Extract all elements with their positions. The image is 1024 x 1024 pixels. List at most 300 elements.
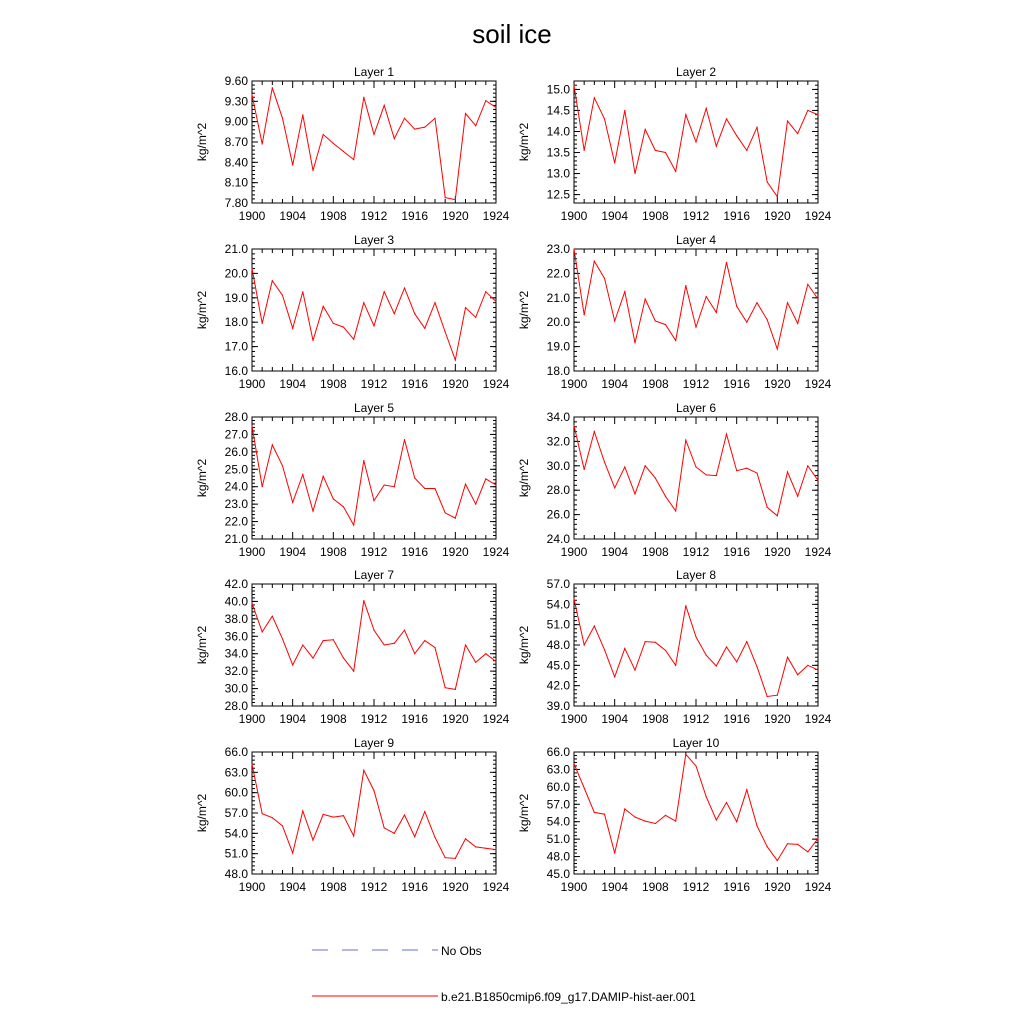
data-point: [584, 314, 585, 315]
data-point: [685, 754, 686, 755]
data-point: [323, 640, 324, 641]
data-point: [404, 439, 405, 440]
y-tick-label: 20.0: [546, 315, 570, 330]
data-point: [455, 689, 456, 690]
series-line: [574, 249, 818, 349]
series-line: [252, 601, 496, 690]
data-point: [353, 671, 354, 672]
data-point: [695, 326, 696, 327]
y-tick-label: 57.0: [224, 806, 248, 820]
data-point: [353, 835, 354, 836]
data-point: [495, 849, 496, 850]
data-point: [445, 512, 446, 513]
y-tick-label: 25.0: [224, 462, 248, 477]
data-point: [404, 814, 405, 815]
data-point: [807, 465, 808, 466]
y-tick-label: 12.5: [546, 187, 570, 202]
data-point: [353, 339, 354, 340]
y-tick-label: 66.0: [224, 745, 248, 759]
data-point: [685, 440, 686, 441]
y-tick-label: 40.0: [224, 594, 248, 609]
data-point: [767, 507, 768, 508]
y-tick-label: 9.00: [224, 114, 248, 129]
legend-label-no-obs: No Obs: [441, 944, 482, 958]
data-point: [302, 474, 303, 475]
data-point: [675, 340, 676, 341]
panels-group: [195, 65, 832, 894]
data-point: [787, 302, 788, 303]
y-tick-label: 48.0: [224, 867, 248, 881]
data-point: [736, 135, 737, 136]
y-tick-label: 38.0: [224, 611, 248, 626]
y-tick-label: 39.0: [546, 699, 570, 713]
data-point: [726, 802, 727, 803]
data-point: [685, 605, 686, 606]
data-point: [695, 765, 696, 766]
data-point: [414, 129, 415, 130]
data-point: [726, 262, 727, 263]
y-tick-label: 28.0: [546, 483, 570, 498]
legend: [312, 944, 696, 1004]
data-point: [767, 181, 768, 182]
data-point: [756, 825, 757, 826]
y-tick-label: 54.0: [546, 597, 570, 612]
data-point: [373, 500, 374, 501]
data-point: [262, 813, 263, 814]
x-tick-label: 1904: [601, 712, 629, 726]
y-tick-label: 21.0: [224, 532, 248, 546]
data-point: [746, 789, 747, 790]
data-point: [251, 268, 252, 269]
data-point: [645, 465, 646, 466]
data-point: [262, 143, 263, 144]
data-point: [767, 319, 768, 320]
data-point: [445, 197, 446, 198]
x-tick-label: 1900: [560, 209, 588, 223]
x-tick-label: 1900: [238, 545, 266, 559]
panel-title: Layer 7: [353, 568, 395, 582]
y-tick-label: 45.0: [546, 658, 570, 673]
data-point: [434, 837, 435, 838]
data-point: [363, 770, 364, 771]
data-point: [787, 120, 788, 121]
data-point: [777, 515, 778, 516]
data-point: [594, 97, 595, 98]
data-point: [817, 114, 818, 115]
y-tick-label: 51.0: [224, 846, 248, 861]
data-point: [445, 331, 446, 332]
data-point: [272, 87, 273, 88]
y-tick-label: 13.0: [546, 166, 570, 181]
x-tick-label: 1912: [682, 377, 710, 391]
data-point: [614, 676, 615, 677]
y-tick-label: 66.0: [546, 745, 570, 759]
x-tick-label: 1924: [804, 880, 832, 894]
x-tick-label: 1916: [401, 880, 429, 894]
x-tick-label: 1908: [641, 209, 669, 223]
data-point: [414, 477, 415, 478]
data-point: [726, 433, 727, 434]
plot-frame: [574, 752, 818, 874]
x-tick-label: 1900: [238, 377, 266, 391]
chart-panel-7: [195, 568, 510, 726]
panel-title: Layer 2: [675, 65, 717, 79]
x-tick-label: 1912: [360, 209, 388, 223]
data-point: [665, 496, 666, 497]
x-tick-label: 1900: [560, 712, 588, 726]
data-point: [323, 814, 324, 815]
data-point: [634, 342, 635, 343]
data-point: [424, 126, 425, 127]
x-tick-label: 1920: [763, 880, 791, 894]
data-point: [685, 114, 686, 115]
data-point: [655, 477, 656, 478]
data-point: [604, 649, 605, 650]
y-tick-label: 36.0: [224, 629, 248, 644]
data-point: [767, 696, 768, 697]
data-point: [573, 763, 574, 764]
data-point: [373, 134, 374, 135]
y-axis-label: kg/m^2: [195, 793, 209, 833]
data-point: [282, 465, 283, 466]
y-tick-label: 17.0: [224, 339, 248, 354]
x-tick-label: 1924: [804, 377, 832, 391]
y-tick-label: 34.0: [224, 646, 248, 661]
data-point: [604, 814, 605, 815]
y-tick-label: 21.0: [224, 242, 248, 256]
data-point: [302, 810, 303, 811]
y-tick-label: 48.0: [546, 849, 570, 864]
y-tick-label: 14.0: [546, 124, 570, 139]
x-tick-label: 1904: [279, 712, 307, 726]
y-tick-label: 60.0: [224, 785, 248, 800]
data-point: [251, 764, 252, 765]
data-point: [414, 653, 415, 654]
y-tick-label: 24.0: [546, 532, 570, 546]
data-point: [455, 359, 456, 360]
data-point: [363, 97, 364, 98]
data-point: [445, 857, 446, 858]
data-point: [495, 107, 496, 108]
y-tick-label: 57.0: [546, 797, 570, 812]
y-tick-label: 18.0: [546, 364, 570, 378]
x-tick-label: 1908: [641, 880, 669, 894]
data-point: [787, 471, 788, 472]
y-tick-label: 57.0: [546, 577, 570, 591]
x-tick-label: 1920: [441, 377, 469, 391]
y-tick-label: 9.60: [224, 74, 248, 88]
y-tick-label: 32.0: [546, 434, 570, 449]
data-point: [445, 687, 446, 688]
x-tick-label: 1908: [641, 545, 669, 559]
y-tick-label: 9.30: [224, 94, 248, 109]
data-point: [807, 110, 808, 111]
data-point: [434, 647, 435, 648]
plot-frame: [252, 417, 496, 539]
y-axis-label: kg/m^2: [195, 122, 209, 162]
series-line: [574, 599, 818, 697]
data-point: [363, 302, 364, 303]
data-point: [312, 657, 313, 658]
x-tick-label: 1904: [279, 377, 307, 391]
data-point: [807, 665, 808, 666]
data-point: [594, 625, 595, 626]
x-tick-label: 1920: [763, 545, 791, 559]
x-tick-label: 1904: [279, 545, 307, 559]
x-tick-label: 1920: [441, 712, 469, 726]
data-point: [746, 322, 747, 323]
x-tick-label: 1900: [560, 545, 588, 559]
data-point: [384, 644, 385, 645]
y-tick-label: 42.0: [546, 678, 570, 693]
x-tick-label: 1916: [723, 209, 751, 223]
panel-title: Layer 8: [675, 568, 717, 582]
data-point: [312, 170, 313, 171]
data-point: [797, 844, 798, 845]
y-tick-label: 23.0: [224, 497, 248, 512]
data-point: [475, 125, 476, 126]
x-tick-label: 1912: [682, 545, 710, 559]
panel-title: Layer 3: [353, 233, 395, 247]
y-tick-label: 20.0: [224, 266, 248, 281]
data-point: [584, 150, 585, 151]
data-point: [485, 478, 486, 479]
data-point: [373, 630, 374, 631]
data-point: [614, 162, 615, 163]
data-point: [384, 105, 385, 106]
data-point: [495, 301, 496, 302]
data-point: [424, 488, 425, 489]
data-point: [746, 641, 747, 642]
data-point: [645, 298, 646, 299]
data-point: [262, 323, 263, 324]
data-point: [817, 669, 818, 670]
data-point: [455, 858, 456, 859]
data-point: [312, 840, 313, 841]
data-point: [475, 317, 476, 318]
x-tick-label: 1912: [682, 209, 710, 223]
x-tick-label: 1916: [723, 712, 751, 726]
y-axis-label: kg/m^2: [195, 290, 209, 330]
x-tick-label: 1912: [360, 377, 388, 391]
y-tick-label: 63.0: [546, 762, 570, 777]
y-axis-label: kg/m^2: [517, 458, 531, 498]
data-point: [777, 860, 778, 861]
x-tick-label: 1908: [641, 377, 669, 391]
chart-panel-4: [517, 233, 832, 391]
plot-frame: [252, 752, 496, 874]
y-tick-label: 48.0: [546, 638, 570, 652]
data-point: [746, 150, 747, 151]
x-tick-label: 1916: [723, 377, 751, 391]
data-point: [323, 476, 324, 477]
data-point: [695, 466, 696, 467]
y-tick-label: 8.10: [224, 175, 248, 190]
y-tick-label: 51.0: [546, 617, 570, 632]
chart-panel-1: [195, 65, 510, 223]
x-tick-label: 1904: [601, 880, 629, 894]
data-point: [817, 298, 818, 299]
x-tick-label: 1916: [723, 545, 751, 559]
data-point: [736, 821, 737, 822]
y-tick-label: 54.0: [546, 814, 570, 829]
y-tick-label: 26.0: [224, 444, 248, 459]
data-point: [404, 287, 405, 288]
data-point: [485, 100, 486, 101]
data-point: [645, 821, 646, 822]
y-tick-label: 19.0: [546, 339, 570, 354]
y-axis-label: kg/m^2: [517, 290, 531, 330]
x-tick-label: 1900: [560, 880, 588, 894]
data-point: [424, 328, 425, 329]
x-tick-label: 1904: [279, 880, 307, 894]
chart-panel-3: [195, 233, 510, 391]
panel-title: Layer 5: [353, 401, 395, 415]
data-point: [343, 151, 344, 152]
data-point: [797, 133, 798, 134]
data-point: [675, 510, 676, 511]
data-point: [756, 302, 757, 303]
panel-title: Layer 9: [353, 736, 395, 750]
data-point: [584, 787, 585, 788]
data-point: [353, 159, 354, 160]
x-tick-label: 1908: [319, 880, 347, 894]
x-tick-label: 1920: [441, 209, 469, 223]
x-tick-label: 1924: [804, 712, 832, 726]
series-line: [574, 426, 818, 516]
data-point: [333, 143, 334, 144]
data-point: [716, 475, 717, 476]
data-point: [292, 852, 293, 853]
y-tick-label: 30.0: [224, 681, 248, 696]
data-point: [584, 469, 585, 470]
y-axis-label: kg/m^2: [195, 625, 209, 665]
data-point: [706, 655, 707, 656]
data-point: [695, 636, 696, 637]
x-tick-label: 1924: [804, 209, 832, 223]
y-tick-label: 27.0: [224, 427, 248, 442]
data-point: [706, 108, 707, 109]
series-line: [252, 88, 496, 200]
figure-title: soil ice: [472, 19, 552, 49]
data-point: [282, 638, 283, 639]
data-point: [394, 486, 395, 487]
data-point: [614, 852, 615, 853]
data-point: [465, 113, 466, 114]
data-point: [736, 470, 737, 471]
data-point: [363, 600, 364, 601]
chart-panel-10: [517, 736, 832, 894]
data-point: [475, 662, 476, 663]
data-point: [675, 665, 676, 666]
data-point: [343, 326, 344, 327]
data-point: [302, 291, 303, 292]
data-point: [262, 631, 263, 632]
x-tick-label: 1904: [279, 209, 307, 223]
y-tick-label: 28.0: [224, 699, 248, 713]
data-point: [302, 644, 303, 645]
data-point: [343, 506, 344, 507]
data-point: [312, 511, 313, 512]
data-point: [655, 150, 656, 151]
x-tick-label: 1924: [482, 545, 510, 559]
data-point: [665, 650, 666, 651]
data-point: [624, 466, 625, 467]
x-tick-label: 1916: [401, 712, 429, 726]
data-point: [485, 653, 486, 654]
data-point: [272, 280, 273, 281]
x-tick-label: 1920: [441, 880, 469, 894]
chart-panel-8: [517, 568, 832, 726]
data-point: [414, 313, 415, 314]
data-point: [756, 473, 757, 474]
data-point: [272, 444, 273, 445]
chart-panel-9: [195, 736, 510, 894]
data-point: [455, 199, 456, 200]
data-point: [655, 320, 656, 321]
y-axis-label: kg/m^2: [195, 458, 209, 498]
data-point: [665, 815, 666, 816]
data-point: [716, 312, 717, 313]
data-point: [746, 468, 747, 469]
x-tick-label: 1920: [763, 712, 791, 726]
y-tick-label: 22.0: [224, 514, 248, 529]
data-point: [272, 616, 273, 617]
x-tick-label: 1912: [360, 712, 388, 726]
plot-frame: [252, 81, 496, 203]
data-point: [333, 498, 334, 499]
x-tick-label: 1904: [601, 377, 629, 391]
data-point: [604, 118, 605, 119]
data-point: [251, 603, 252, 604]
x-tick-label: 1900: [560, 377, 588, 391]
data-point: [665, 324, 666, 325]
data-point: [414, 836, 415, 837]
data-point: [434, 488, 435, 489]
data-point: [465, 644, 466, 645]
data-point: [624, 110, 625, 111]
data-point: [624, 648, 625, 649]
y-tick-label: 34.0: [546, 410, 570, 424]
y-tick-label: 28.0: [224, 410, 248, 424]
data-point: [475, 846, 476, 847]
data-point: [251, 94, 252, 95]
data-point: [465, 484, 466, 485]
data-point: [363, 460, 364, 461]
y-tick-label: 16.0: [224, 364, 248, 378]
data-point: [604, 462, 605, 463]
data-point: [797, 323, 798, 324]
data-point: [695, 141, 696, 142]
y-tick-label: 13.5: [546, 145, 570, 160]
data-point: [685, 285, 686, 286]
data-point: [485, 848, 486, 849]
data-point: [614, 320, 615, 321]
x-tick-label: 1916: [401, 209, 429, 223]
data-point: [706, 796, 707, 797]
y-tick-label: 22.0: [546, 266, 570, 281]
x-tick-label: 1912: [360, 880, 388, 894]
data-point: [573, 598, 574, 599]
y-tick-label: 7.80: [224, 196, 248, 210]
plot-frame: [252, 249, 496, 371]
x-tick-label: 1908: [319, 377, 347, 391]
series-line: [574, 85, 818, 197]
data-point: [485, 291, 486, 292]
data-point: [777, 196, 778, 197]
data-point: [404, 630, 405, 631]
data-point: [706, 296, 707, 297]
